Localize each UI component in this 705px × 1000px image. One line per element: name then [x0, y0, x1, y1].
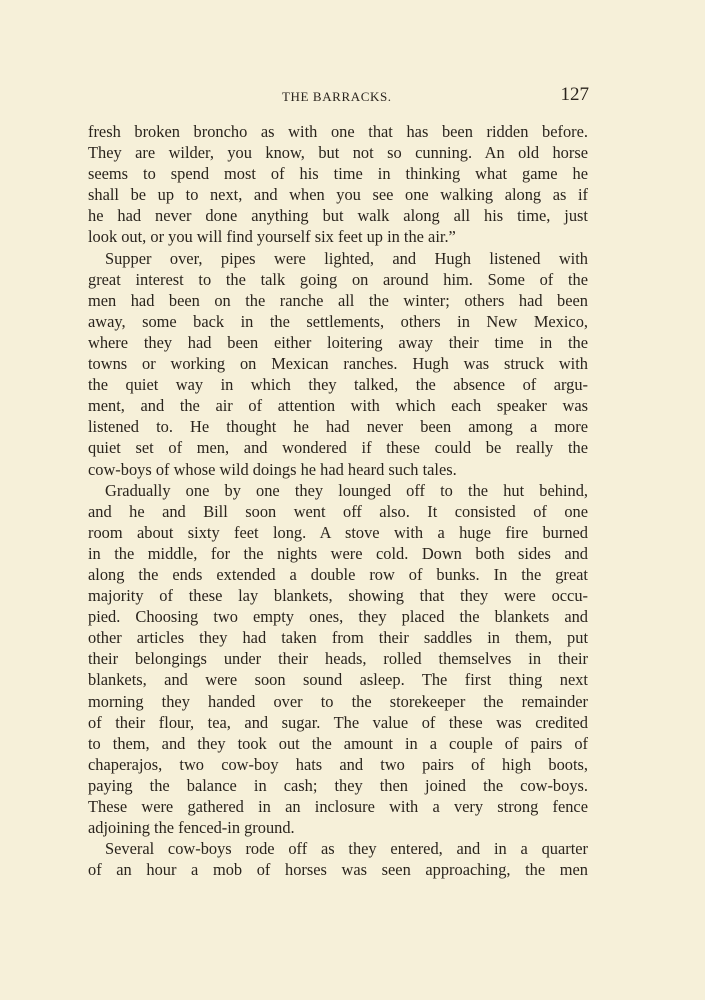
text-line: the quiet way in which they talked, the absence of argu-: [88, 375, 588, 395]
text-line: in the middle, for the nights were cold. Down both sides and: [88, 543, 588, 563]
text-line: along the ends extended a double row of bunks. In the great: [88, 564, 588, 584]
text-line: towns or working on Mexican ranches. Hugh was struck with: [88, 354, 588, 374]
text-line: men had been on the ranche all the winter; others had been: [88, 290, 588, 310]
running-head: THE BARRACKS.: [282, 89, 392, 104]
page-number: 127: [560, 84, 589, 105]
text-line: They are wilder, you know, but not so cunning. An old horse: [88, 143, 588, 163]
text-line: cow-boys of whose wild doings he had heard such tales.: [88, 459, 457, 479]
page-header: [88, 86, 589, 110]
text-line: pied. Choosing two empty ones, they placed the blankets and: [88, 607, 588, 627]
text-line: and he and Bill soon went off also. It consisted of one: [88, 501, 588, 521]
text-line: These were gathered in an inclosure with a very strong fence: [88, 797, 588, 816]
text-line: ment, and the air of attention with which each speaker was: [88, 396, 588, 416]
text-line: other articles they had taken from their saddles in them, put: [88, 628, 588, 648]
text-line: their belongings under their heads, rolled themselves in their: [88, 649, 588, 669]
text-line: paying the balance in cash; they then joined the cow-boys.: [88, 775, 588, 795]
text-line: Gradually one by one they lounged off to the hut behind,: [105, 480, 588, 500]
text-line: away, some back in the settlements, others in New Mexico,: [88, 311, 588, 331]
text-line: morning they handed over to the storekeeper the remainder: [88, 691, 588, 711]
text-line: adjoining the fenced-in ground.: [88, 818, 295, 838]
text-line: he had never done anything but walk along all his time, just: [88, 206, 588, 226]
body-text: [88, 121, 588, 880]
text-line: chaperajos, two cow-boy hats and two pairs of high boots,: [88, 754, 588, 774]
text-line: Supper over, pipes were lighted, and Hugh listened with: [105, 248, 588, 268]
text-line: shall be up to next, and when you see one walking along as if: [88, 185, 588, 205]
text-line: quiet set of men, and wondered if these could be really the: [88, 438, 588, 458]
text-line: look out, or you will find yourself six feet up in the air.”: [88, 227, 456, 247]
text-line: majority of these lay blankets, showing that they were occu-: [88, 586, 588, 606]
text-line: where they had been either loitering away their time in the: [88, 332, 588, 352]
text-line: Several cow-boys rode off as they entered, and in a quarter: [105, 839, 588, 859]
text-line: of their flour, tea, and sugar. The value of these was credited: [88, 712, 588, 732]
text-line: great interest to the talk going on around him. Some of the: [88, 269, 588, 289]
text-line: blankets, and were soon sound asleep. The first thing next: [88, 670, 588, 690]
text-line: to them, and they took out the amount in a couple of pairs of: [88, 733, 588, 753]
text-line: seems to spend most of his time in thinking what game he: [88, 164, 588, 184]
text-line: of an hour a mob of horses was seen approaching, the men: [88, 860, 588, 880]
text-line: listened to. He thought he had never been among a more: [88, 417, 588, 437]
text-line: fresh broken broncho as with one that has been ridden before.: [88, 122, 588, 141]
text-line: room about sixty feet long. A stove with a huge fire burned: [88, 522, 588, 542]
